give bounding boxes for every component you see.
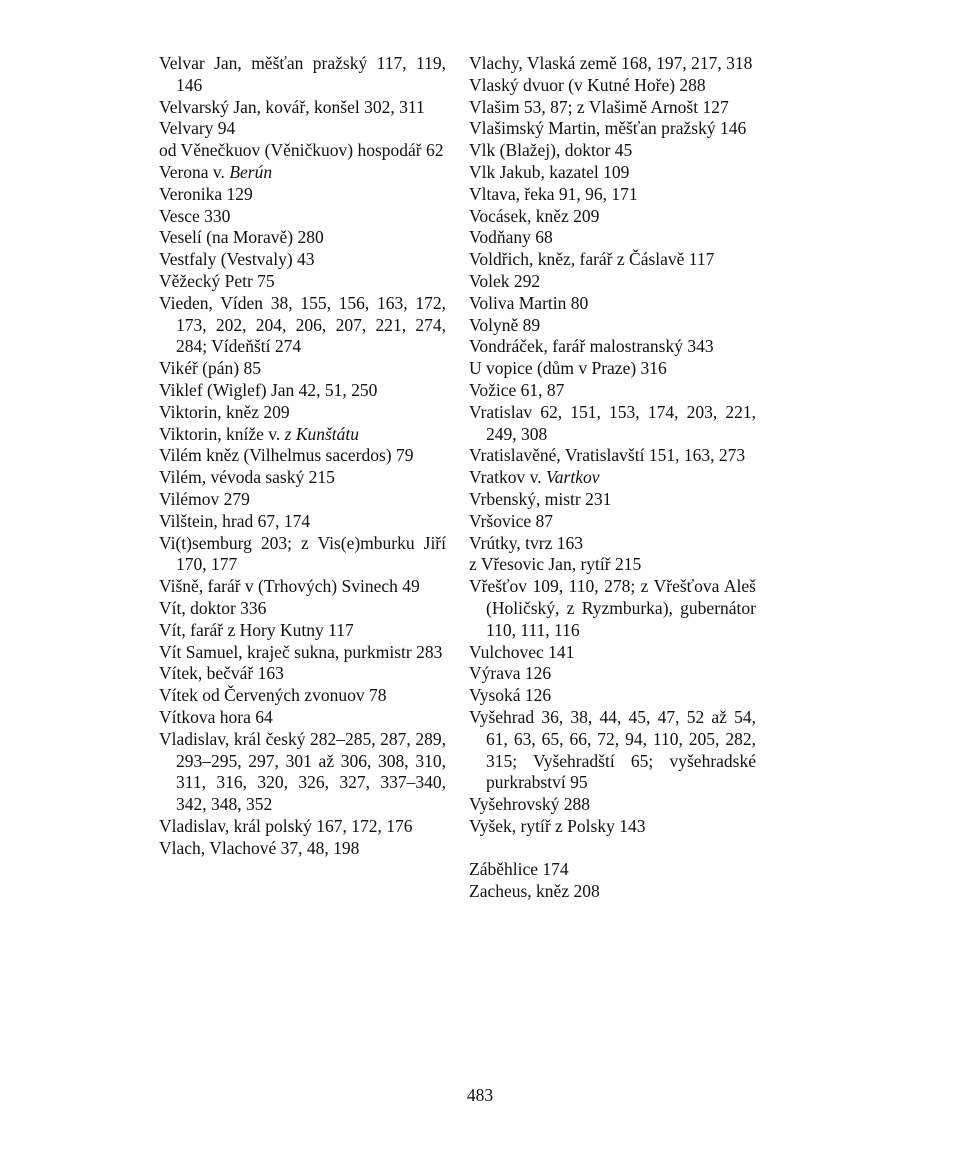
index-entry-text: Vítek od Červených zvonuov 78 — [159, 685, 387, 706]
index-entry — [159, 816, 446, 838]
index-entry-text: Velvary 94 — [159, 118, 236, 139]
index-entry-text: Vlašim 53, 87; z Vlašimě Arnošt 127 — [469, 96, 729, 117]
index-entry-text: Vodňany 68 — [469, 227, 553, 248]
index-entry — [159, 184, 446, 206]
index-entry-text: Vratkov v. — [469, 467, 547, 488]
index-entry-reference: z Kunštátu — [284, 423, 360, 444]
index-entry — [159, 227, 446, 249]
index-entry-text: Veselí (na Moravě) 280 — [159, 227, 324, 248]
index-entry — [159, 598, 446, 620]
index-entry-text: Vožice 61, 87 — [469, 379, 565, 400]
index-entry-reference: Berún — [229, 161, 273, 182]
index-entry — [469, 576, 756, 641]
index-entry-text: Vesce 330 — [159, 205, 231, 226]
index-entry-text: U vopice (dům v Praze) 316 — [469, 358, 667, 379]
index-entry — [469, 794, 756, 816]
index-entry — [159, 685, 446, 707]
index-entry — [159, 402, 446, 424]
page-number: 483 — [466, 1085, 494, 1105]
index-entry-text: z Vřesovic Jan, rytíř 215 — [469, 554, 642, 575]
index-entry-text: Vlachy, Vlaská země 168, 197, 217, 318 — [469, 53, 753, 73]
index-entry-text: Vysoká 126 — [469, 685, 552, 706]
index-entry — [469, 206, 756, 228]
index-entry — [159, 620, 446, 642]
index-entry — [469, 859, 756, 881]
index-entry — [469, 707, 756, 794]
index-entry-text: Vlach, Vlachové 37, 48, 198 — [159, 837, 360, 858]
index-entry-text: Viktorin, kníže v. — [159, 423, 285, 444]
index-entry — [469, 642, 756, 664]
index-entry — [159, 424, 446, 446]
index-entry-text: Vltava, řeka 91, 96, 171 — [469, 183, 638, 204]
index-entry-text: Vulchovec 141 — [469, 641, 575, 662]
index-entry-text: Voldřich, kněz, farář z Čáslavě 117 — [469, 249, 715, 270]
index-entry — [469, 816, 756, 838]
index-entry-text: Vondráček, farář malostranský 343 — [469, 336, 714, 357]
index-entry-text: Záběhlice 174 — [469, 859, 569, 880]
index-entry — [469, 118, 756, 140]
index-entry — [469, 402, 756, 446]
index-entry-text: Vít Samuel, kraječ sukna, purkmistr 283 — [159, 641, 443, 662]
index-entry — [159, 53, 446, 97]
index-entry — [469, 685, 756, 707]
index-entry-text: Vestfaly (Vestvaly) 43 — [159, 249, 315, 270]
index-entry — [469, 663, 756, 685]
index-entry-text: Vlaský dvuor (v Kutné Hoře) 288 — [469, 74, 706, 95]
index-entry — [159, 380, 446, 402]
right-column — [469, 53, 756, 903]
index-entry-text: Vítek, bečvář 163 — [159, 663, 284, 684]
index-entry-text: Vrútky, tvrz 163 — [469, 532, 583, 553]
index-entry — [469, 271, 756, 293]
index-entry — [469, 162, 756, 184]
index-entry — [159, 467, 446, 489]
index-entry-text: Višně, farář v (Trhových) Svinech 49 — [159, 576, 420, 597]
index-entry-text: Vlašimský Martin, měšťan pražský 146 — [469, 118, 747, 139]
index-entry — [469, 467, 756, 489]
index-entry-text: Voliva Martin 80 — [469, 292, 589, 313]
index-entry — [469, 533, 756, 555]
index-entry-text: Vítkova hora 64 — [159, 706, 273, 727]
index-entry-text: Vieden, Víden 38, 155, 156, 163, 172, 173, 202, 204, 206, 207, 221, 274, 284; Vídeňští 274 — [159, 292, 446, 357]
index-entry — [469, 293, 756, 315]
index-entry — [159, 118, 446, 140]
index-entry-text: Výrava 126 — [469, 663, 552, 684]
index-entry-text: Vratislav 62, 151, 153, 174, 203, 221, 249, 308 — [469, 401, 756, 444]
index-entry-text: Vlk (Blažej), doktor 45 — [469, 140, 633, 161]
index-entry-text: Vršovice 87 — [469, 510, 553, 531]
index-entry-text: Viktorin, kněz 209 — [159, 401, 290, 422]
index-entry — [159, 489, 446, 511]
index-entry-text: Vít, farář z Hory Kutny 117 — [159, 619, 354, 640]
index-entry-text: Vyšek, rytíř z Polsky 143 — [469, 815, 646, 836]
index-entry-text: Vlk Jakub, kazatel 109 — [469, 161, 630, 182]
index-entry — [469, 445, 756, 467]
index-entry-text: Věžecký Petr 75 — [159, 270, 275, 291]
index-entry-text: Volek 292 — [469, 270, 541, 291]
index-entry-text: Vocásek, kněz 209 — [469, 205, 600, 226]
index-entry — [159, 162, 446, 184]
index-entry — [159, 838, 446, 860]
index-entry — [469, 75, 756, 97]
index-entry-text: Vratislavěné, Vratislavští 151, 163, 273 — [469, 445, 746, 466]
index-entry — [469, 249, 756, 271]
index-entry-text: Vilém kněz (Vilhelmus sacerdos) 79 — [159, 445, 414, 466]
index-entry — [469, 554, 756, 576]
index-entry — [469, 358, 756, 380]
index-entry — [159, 707, 446, 729]
index-entry-text: Zacheus, kněz 208 — [469, 881, 600, 902]
index-entry — [159, 511, 446, 533]
index-entry — [469, 97, 756, 119]
index-entry-text: Vladislav, král polský 167, 172, 176 — [159, 815, 413, 836]
index-entry-text: Vladislav, král český 282–285, 287, 289, 293–295, 297, 301 až 306, 308, 310, 311, 316, 320, 326, 327, 337–340, 342, 348, 352 — [159, 728, 446, 815]
index-entry-text: Vřešťov 109, 110, 278; z Vřešťova Aleš (Holičský, z Ryzmburka), gubernátor 110, 111, 116 — [469, 576, 756, 640]
index-entry — [159, 729, 446, 816]
index-entry-text: Vít, doktor 336 — [159, 597, 267, 618]
index-entry — [159, 663, 446, 685]
index-entry-reference: Vartkov — [546, 467, 600, 488]
index-entry — [469, 380, 756, 402]
index-entry — [469, 184, 756, 206]
index-entry-text: Vilém, vévoda saský 215 — [159, 467, 335, 488]
index-entry-text: Veronika 129 — [159, 183, 253, 204]
index-entry-text: Viklef (Wiglef) Jan 42, 51, 250 — [159, 379, 378, 400]
index-entry-text: Vi(t)semburg 203; z Vis(e)mburku Jiří 170, 177 — [159, 532, 446, 575]
index-entry — [469, 53, 756, 75]
index-entry-text: Verona v. — [159, 161, 230, 182]
left-column — [159, 53, 446, 859]
index-entry — [469, 511, 756, 533]
index-entry — [159, 533, 446, 577]
index-entry — [159, 271, 446, 293]
index-entry — [469, 140, 756, 162]
index-entry — [159, 140, 446, 162]
index-entry — [469, 489, 756, 511]
index-entry-text: Vyšehrad 36, 38, 44, 45, 47, 52 až 54, 61, 63, 65, 66, 72, 94, 110, 205, 282, 315; Vyšehradští 65; vyšehradské purkrabství 95 — [469, 706, 756, 793]
index-entry — [469, 227, 756, 249]
index-entry-text: Velvar Jan, měšťan pražský 117, 119, 146 — [159, 53, 446, 95]
index-entry — [159, 97, 446, 119]
index-entry — [469, 315, 756, 337]
index-entry-text: Vikéř (pán) 85 — [159, 358, 261, 379]
index-entry — [159, 358, 446, 380]
index-entry — [469, 881, 756, 903]
index-entry — [159, 249, 446, 271]
index-entry-text: Volyně 89 — [469, 314, 541, 335]
index-entry-text: od Věnečkuov (Věničkuov) hospodář 62 — [159, 140, 444, 161]
index-entry — [159, 293, 446, 358]
index-entry-text: Vilštein, hrad 67, 174 — [159, 510, 311, 531]
index-entry — [159, 445, 446, 467]
index-entry-text: Vilémov 279 — [159, 488, 250, 509]
index-entry — [159, 576, 446, 598]
index-entry — [159, 642, 446, 664]
index-entry-text: Vrbenský, mistr 231 — [469, 488, 612, 509]
index-entry-text: Vyšehrovský 288 — [469, 794, 591, 815]
index-entry — [159, 206, 446, 228]
index-entry — [469, 336, 756, 358]
index-entry-text: Velvarský Jan, kovář, konšel 302, 311 — [159, 96, 425, 117]
